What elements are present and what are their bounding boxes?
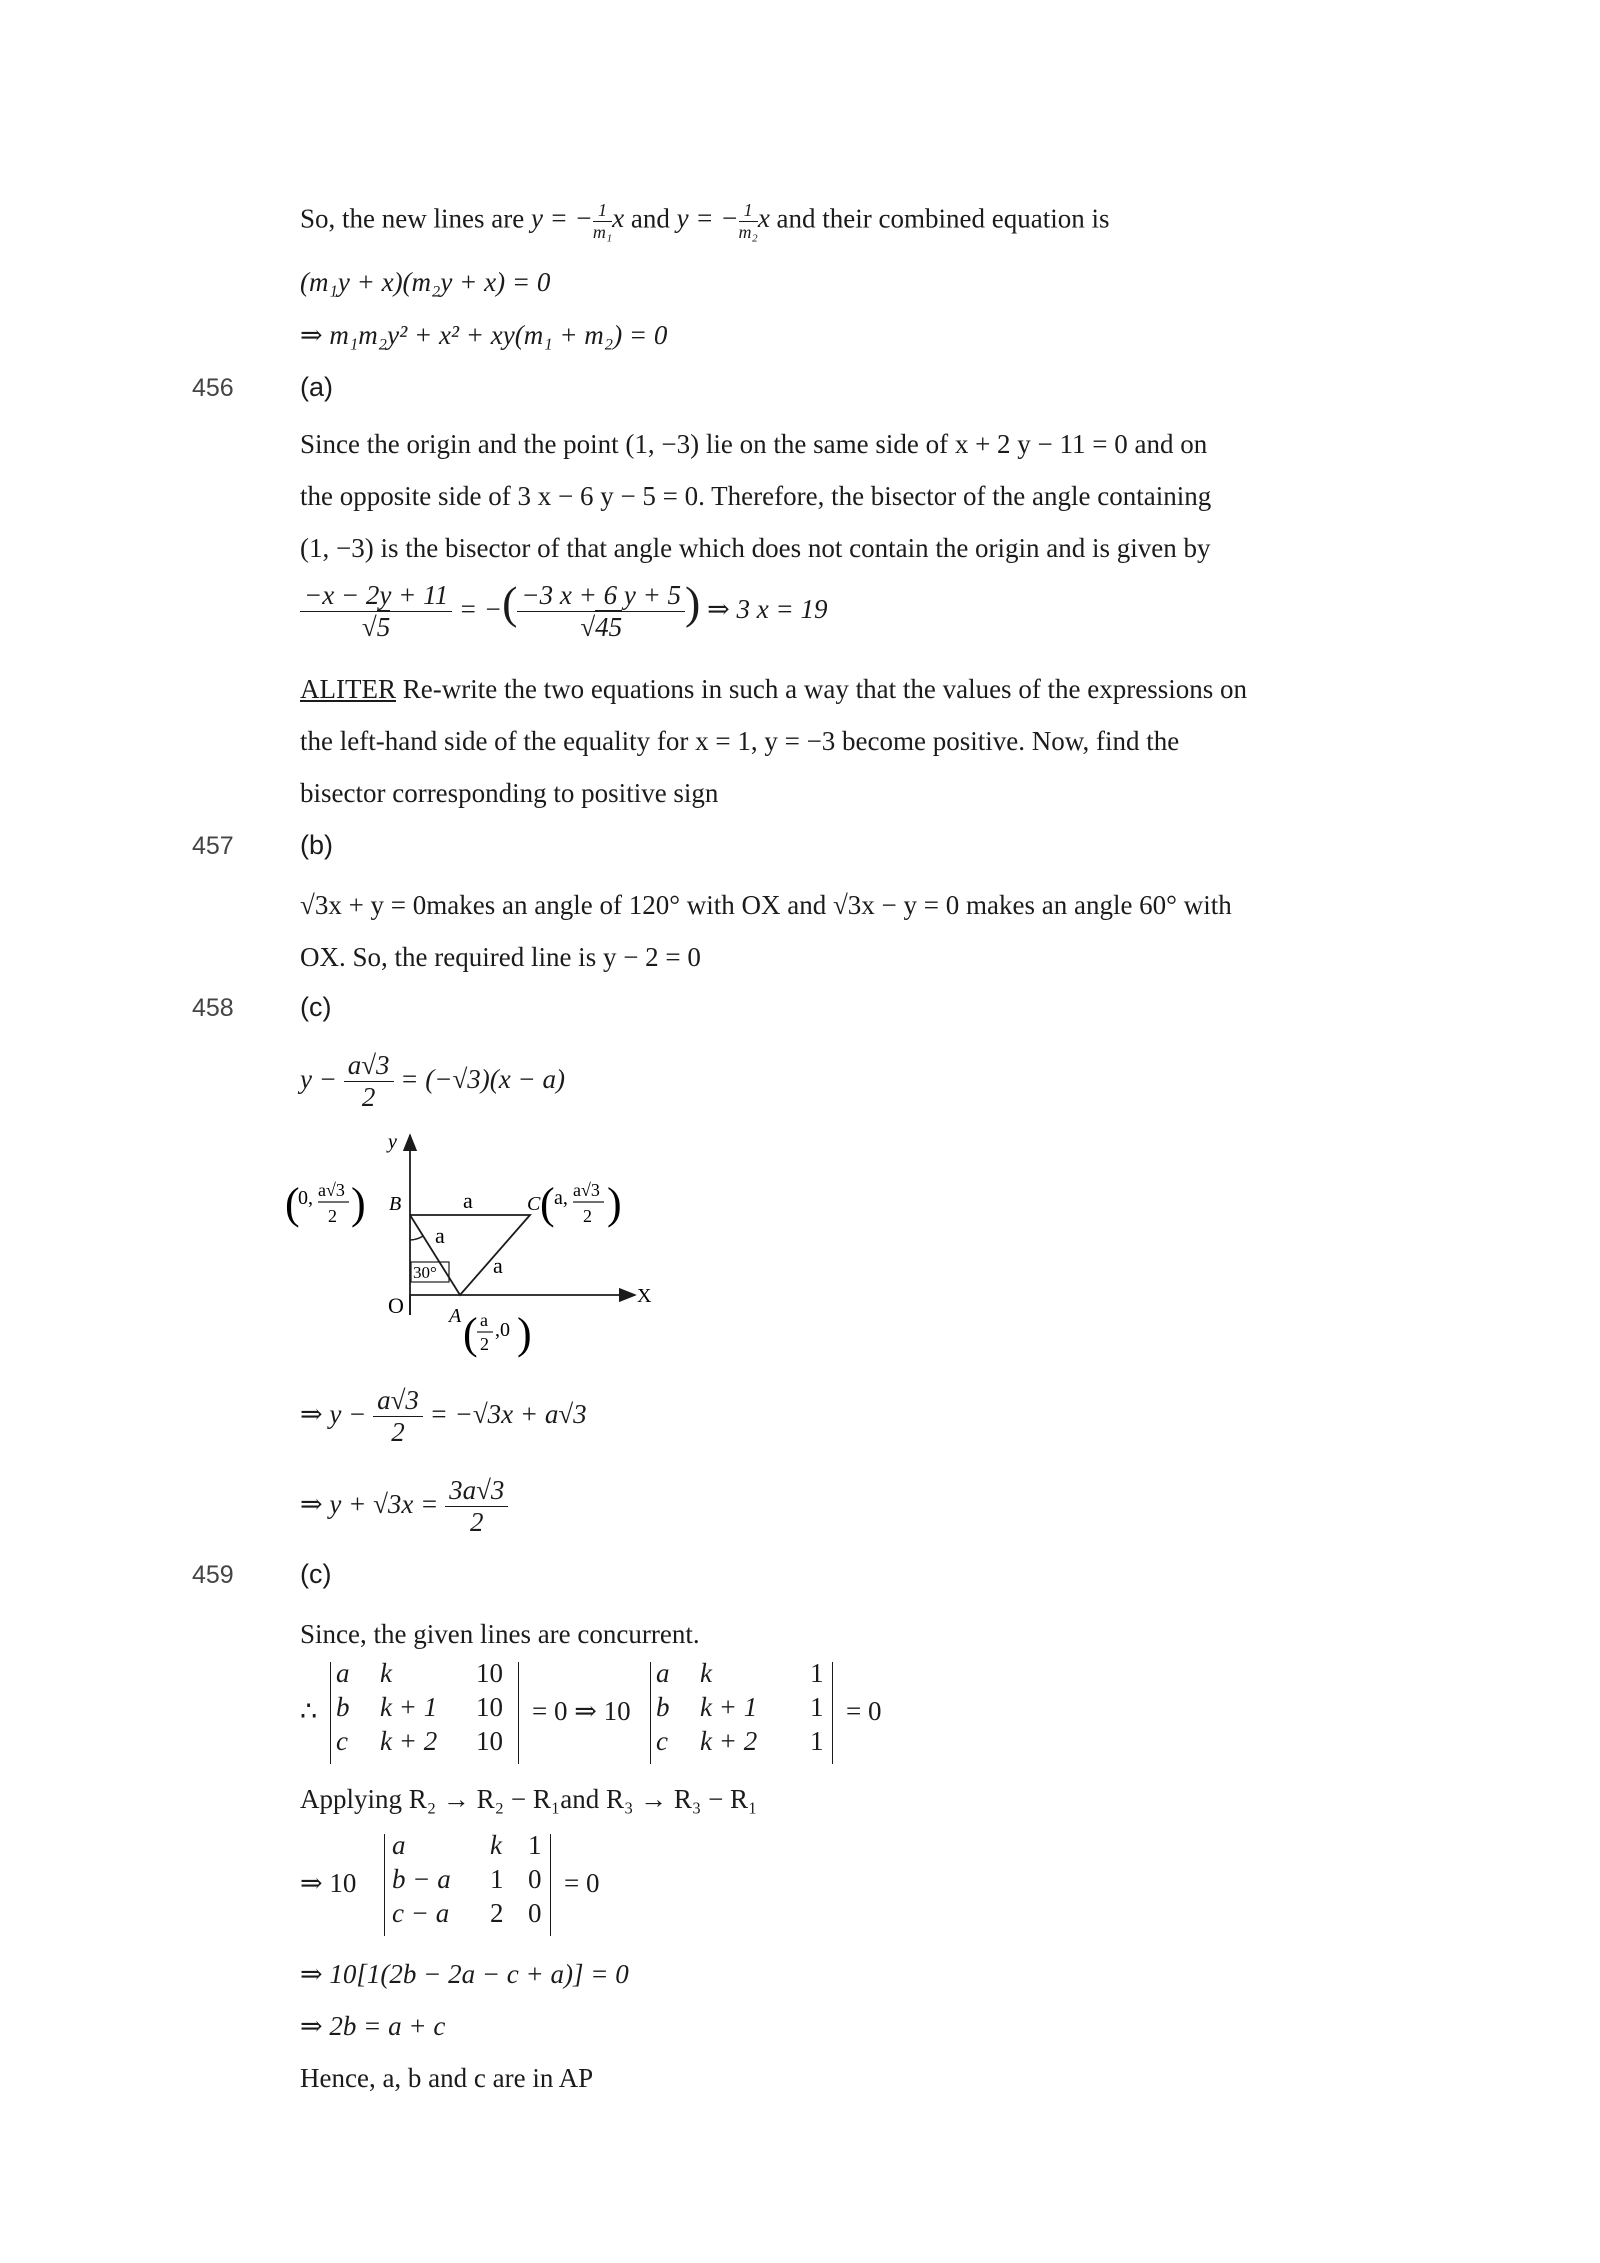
a-coord-y: ,0 bbox=[495, 1319, 510, 1341]
svg-text:(: ( bbox=[463, 1309, 478, 1358]
det-cell: c bbox=[336, 1726, 348, 1756]
eq-bisector: $\frac{-x - 2y + 11}{√5}$ = −( $\frac{-3 x + 6 y + 5}{√45}$ ) ⇒ 3 x = 19 bbox=[300, 580, 827, 643]
text-aliter-3: bisector corresponding to positive sign bbox=[300, 778, 719, 808]
svg-text:a√3: a√3 bbox=[573, 1180, 600, 1200]
svg-text:(: ( bbox=[285, 1179, 300, 1228]
eq-line2: y = − $\frac{1}{\text{m₂}}$ x bbox=[676, 200, 770, 242]
det3-prefix: ⇒ 10 bbox=[300, 1868, 357, 1898]
text-combined: and their combined equation is bbox=[769, 203, 1110, 234]
det-cell: 1 bbox=[810, 1692, 824, 1722]
y-axis-label: y bbox=[388, 1131, 397, 1153]
text-456-1: Since the origin and the point (1, −3) lie on the same side of x + 2 y − 11 = 0 and on bbox=[300, 429, 1208, 459]
line-new-lines bbox=[300, 200, 1109, 242]
det-cell: 1 bbox=[810, 1658, 824, 1688]
text-aliter-1 bbox=[300, 672, 1247, 706]
point-b-label: B bbox=[389, 1193, 402, 1215]
side-left-label: a bbox=[435, 1223, 445, 1248]
triangle-abc bbox=[410, 1215, 530, 1295]
answer-457: (b) bbox=[300, 830, 333, 860]
angle-30-label: 30° bbox=[413, 1263, 437, 1282]
aliter-label: ALITER bbox=[300, 674, 396, 704]
text-aliter-2: the left-hand side of the equality for x = 1, y = −3 become positive. Now, find the bbox=[300, 726, 1180, 756]
text-459-conclusion: Hence, a, b and c are in AP bbox=[300, 2063, 594, 2093]
det-cell: a bbox=[656, 1658, 670, 1688]
svg-text:): ) bbox=[351, 1179, 366, 1228]
det-cell: 10 bbox=[476, 1726, 503, 1756]
svg-text:2: 2 bbox=[480, 1334, 489, 1354]
det-end-text: = 0 bbox=[846, 1696, 882, 1726]
det-cell: k + 1 bbox=[700, 1692, 758, 1722]
det-cell: b bbox=[656, 1692, 670, 1722]
det-cell: a bbox=[336, 1658, 350, 1688]
triangle-figure bbox=[285, 1130, 665, 1370]
frac-a-root3-over-2-b: $\frac{a√3}{2}$ bbox=[373, 1385, 423, 1448]
text-applying: Applying R₂ → R₂ − R₁and R₃ → R₃ − R₁ bbox=[300, 1784, 758, 1814]
aliter-text: Re-write the two equations in such a way that the values of the expressions on bbox=[395, 674, 1248, 704]
svg-text:(: ( bbox=[540, 1179, 555, 1228]
c-coord-x: a, bbox=[554, 1187, 568, 1209]
frac-3a-root3-over-2: $\frac{3a√3}{2}$ bbox=[445, 1475, 508, 1538]
question-number-457: 457 bbox=[192, 832, 234, 860]
det-cell: c bbox=[656, 1726, 668, 1756]
point-c-label: C bbox=[527, 1193, 541, 1215]
determinant-3-equation bbox=[300, 1830, 700, 1940]
point-a-label: A bbox=[449, 1305, 462, 1327]
det-cell: k bbox=[380, 1658, 392, 1688]
eq-459-2: ⇒ 2b = a + c bbox=[300, 2011, 446, 2041]
eq-result-3x19: ⇒ 3 x = 19 bbox=[707, 593, 828, 624]
frac-bisector-2: $\frac{-3 x + 6 y + 5}{√45}$ bbox=[517, 580, 685, 643]
det-cell: 2 bbox=[490, 1898, 504, 1928]
text-457-2: OX. So, the required line is y − 2 = 0 bbox=[300, 942, 701, 972]
det-cell: b − a bbox=[392, 1864, 451, 1894]
text-and: and bbox=[624, 203, 677, 234]
determinant-equation bbox=[300, 1658, 900, 1768]
svg-text:a√3: a√3 bbox=[318, 1180, 345, 1200]
det-cell: 1 bbox=[490, 1864, 504, 1894]
origin-label: O bbox=[388, 1293, 404, 1318]
question-number-458: 458 bbox=[192, 994, 234, 1022]
det-cell: b bbox=[336, 1692, 350, 1722]
frac-1-m1: $\frac{1}{\text{m₁}}$ bbox=[592, 200, 613, 242]
det-mid-text: = 0 ⇒ 10 bbox=[532, 1696, 631, 1726]
eq-458-3: ⇒ y + √3x = $\frac{3a√3}{2}$ bbox=[300, 1475, 508, 1538]
svg-text:2: 2 bbox=[328, 1206, 337, 1226]
det-cell: k bbox=[490, 1830, 502, 1860]
b-coord-x: 0, bbox=[298, 1187, 313, 1209]
svg-text:): ) bbox=[517, 1309, 532, 1358]
x-axis-label: X bbox=[637, 1285, 652, 1307]
frac-1-m2: $\frac{1}{\text{m₂}}$ bbox=[738, 200, 758, 242]
text-459-1: Since, the given lines are concurrent. bbox=[300, 1619, 700, 1649]
answer-456: (a) bbox=[300, 372, 333, 402]
text-457-1: √3x + y = 0makes an angle of 120° with OX and √3x − y = 0 makes an angle 60° with bbox=[300, 890, 1232, 920]
eq-line1: y = − $\frac{1}{\text{m₁}}$ x bbox=[530, 200, 625, 242]
therefore-symbol: ∴ bbox=[300, 1696, 318, 1726]
det-cell: k + 1 bbox=[380, 1692, 438, 1722]
answer-458: (c) bbox=[300, 992, 332, 1022]
eq-product: (m₁y + x)(m₂y + x) = 0 bbox=[300, 267, 551, 297]
text-456-3: (1, −3) is the bisector of that angle which does not contain the origin and is given by bbox=[300, 533, 1211, 563]
answer-459: (c) bbox=[300, 1559, 332, 1589]
side-top-label: a bbox=[463, 1188, 473, 1213]
det-cell: 1 bbox=[528, 1830, 542, 1860]
text-456-2: the opposite side of 3 x − 6 y − 5 = 0. Therefore, the bisector of the angle containing bbox=[300, 481, 1212, 511]
det-cell: 10 bbox=[476, 1658, 503, 1688]
det-cell: a bbox=[392, 1830, 406, 1860]
question-number-459: 459 bbox=[192, 1561, 234, 1589]
frac-bisector-1: $\frac{-x - 2y + 11}{√5}$ bbox=[300, 580, 452, 643]
det-cell: k + 2 bbox=[700, 1726, 758, 1756]
eq-458-2: ⇒ y − $\frac{a√3}{2}$ = −√3x + a√3 bbox=[300, 1385, 587, 1448]
side-right-label: a bbox=[493, 1253, 503, 1278]
det-cell: 10 bbox=[476, 1692, 503, 1722]
det-cell: 0 bbox=[528, 1864, 542, 1894]
svg-text:): ) bbox=[607, 1179, 622, 1228]
angle-arc bbox=[410, 1236, 423, 1240]
frac-a-root3-over-2: $\frac{a√3}{2}$ bbox=[344, 1050, 394, 1113]
text-new-lines: So, the new lines are bbox=[300, 203, 531, 234]
det-cell: k bbox=[700, 1658, 712, 1688]
question-number-456: 456 bbox=[192, 374, 234, 402]
det-cell: 1 bbox=[810, 1726, 824, 1756]
eq-expanded: ⇒ m₁m₂y² + x² + xy(m₁ + m₂) = 0 bbox=[300, 320, 668, 350]
eq-458-1: y − $\frac{a√3}{2}$ = (−√3)(x − a) bbox=[300, 1050, 565, 1113]
det3-end: = 0 bbox=[564, 1868, 600, 1898]
det-cell: c − a bbox=[392, 1898, 450, 1928]
svg-text:a: a bbox=[480, 1310, 488, 1330]
det-cell: 0 bbox=[528, 1898, 542, 1928]
det-cell: k + 2 bbox=[380, 1726, 438, 1756]
svg-text:2: 2 bbox=[583, 1206, 592, 1226]
eq-459-1: ⇒ 10[1(2b − 2a − c + a)] = 0 bbox=[300, 1959, 629, 1989]
